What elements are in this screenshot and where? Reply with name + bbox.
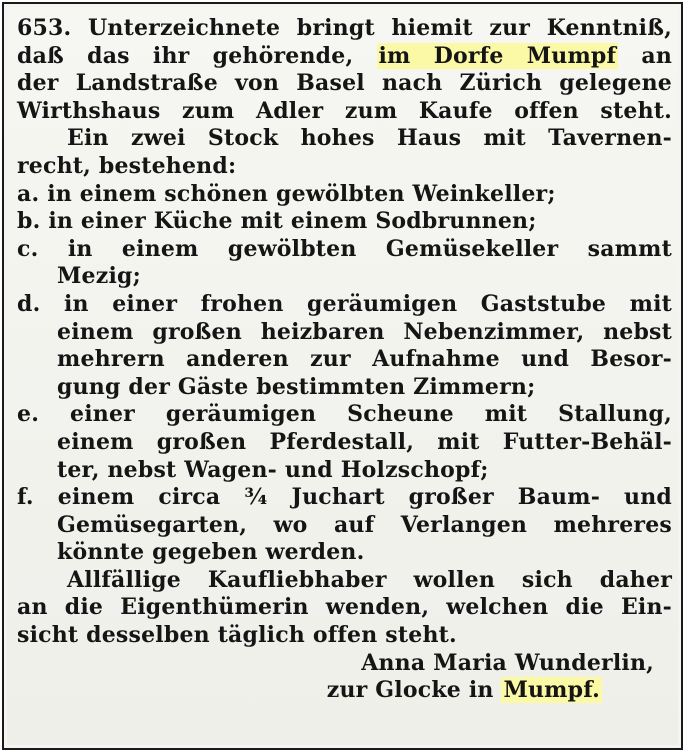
notice-line-2 — [17, 43, 672, 71]
list-item-f-cont — [17, 512, 672, 540]
notice-line-text: recht, bestehend: — [17, 152, 237, 179]
list-item-b — [17, 208, 672, 236]
signature-name-text: Anna Maria Wunderlin, — [361, 649, 654, 676]
item-marker: d. — [17, 290, 41, 317]
list-item-c-cont — [17, 263, 672, 291]
item-text: in einer Küche mit einem Sodbrunnen; — [48, 208, 537, 235]
item-text: in einem schönen gewölbten Weinkeller; — [47, 180, 556, 207]
closing-line-2 — [17, 594, 672, 622]
item-text: in einem gewölbten Gemüsekeller sammt — [67, 235, 672, 262]
signature-place-text: zur Glocke in — [326, 677, 502, 704]
closing-text: sicht desselben täglich offen steht. — [17, 622, 457, 649]
notice-line-1 — [17, 15, 672, 43]
list-item-f — [17, 484, 672, 512]
highlight-village: im Dorfe Mumpf — [378, 42, 617, 69]
notice-line-3 — [17, 70, 672, 98]
notice-line-text: der Landstraße von Basel nach Zürich gelegene — [17, 70, 672, 97]
item-text: ter, nebst Wagen- und Holzschopf; — [57, 456, 489, 483]
item-text: einem großen heizbaren Nebenzimmer, nebst — [57, 318, 672, 345]
notice-line-text: an — [641, 42, 673, 69]
closing-text: an die Eigenthümerin wenden, welchen die Ein- — [17, 594, 672, 621]
item-marker: c. — [17, 235, 39, 262]
list-item-d-cont — [17, 319, 672, 347]
item-text: einer geräumigen Scheune mit Stallung, — [70, 401, 672, 428]
item-text: Mezig; — [57, 263, 141, 290]
signature-place — [17, 677, 672, 705]
item-text: einem circa ¾ Juchart großer Baum- und — [57, 484, 673, 511]
item-marker: f. — [17, 484, 34, 511]
notice-paper — [7, 7, 678, 745]
item-marker: b. — [17, 208, 41, 235]
highlight-signature-place: Mumpf. — [503, 677, 600, 704]
item-text: Gemüsegarten, wo auf Verlangen mehreres — [57, 511, 672, 538]
notice-line-text: Unterzeichnete bringt hiemit zur Kenntniß, — [88, 15, 673, 41]
list-item-f-cont — [17, 539, 672, 567]
notice-line-text: daß das ihr gehörende, — [17, 42, 377, 69]
notice-number: 653. — [17, 15, 72, 41]
signature-name — [17, 650, 672, 678]
item-marker: a. — [17, 180, 40, 207]
notice-line-text: Wirthshaus zum Adler zum Kaufe offen steht. — [17, 97, 672, 124]
list-item-e-cont — [17, 457, 672, 485]
list-item-e — [17, 401, 672, 429]
item-text: mehrern anderen zur Aufnahme und Besor- — [57, 346, 672, 373]
item-text: gung der Gäste bestimmten Zimmern; — [57, 373, 536, 400]
list-item-c — [17, 236, 672, 264]
list-item-d-cont — [17, 374, 672, 402]
list-item-d — [17, 291, 672, 319]
list-item-a — [17, 181, 672, 209]
closing-text: Allfällige Kaufliebhaber wollen sich daher — [67, 566, 672, 593]
notice-line-text: Ein zwei Stock hohes Haus mit Tavernen- — [67, 125, 672, 152]
notice-frame — [2, 2, 683, 750]
item-text: in einer frohen geräumigen Gaststube mit — [63, 290, 672, 317]
closing-line-3 — [17, 622, 672, 650]
notice-line-6 — [17, 153, 672, 181]
item-text: könnte gegeben werden. — [57, 539, 365, 566]
item-text: einem großen Pferdestall, mit Futter-Behäl- — [57, 428, 672, 455]
notice-line-5 — [17, 125, 672, 153]
notice-line-4 — [17, 98, 672, 126]
item-marker: e. — [17, 401, 40, 428]
list-item-d-cont — [17, 346, 672, 374]
closing-line-1 — [17, 567, 672, 595]
notice-text — [17, 15, 672, 705]
list-item-e-cont — [17, 429, 672, 457]
